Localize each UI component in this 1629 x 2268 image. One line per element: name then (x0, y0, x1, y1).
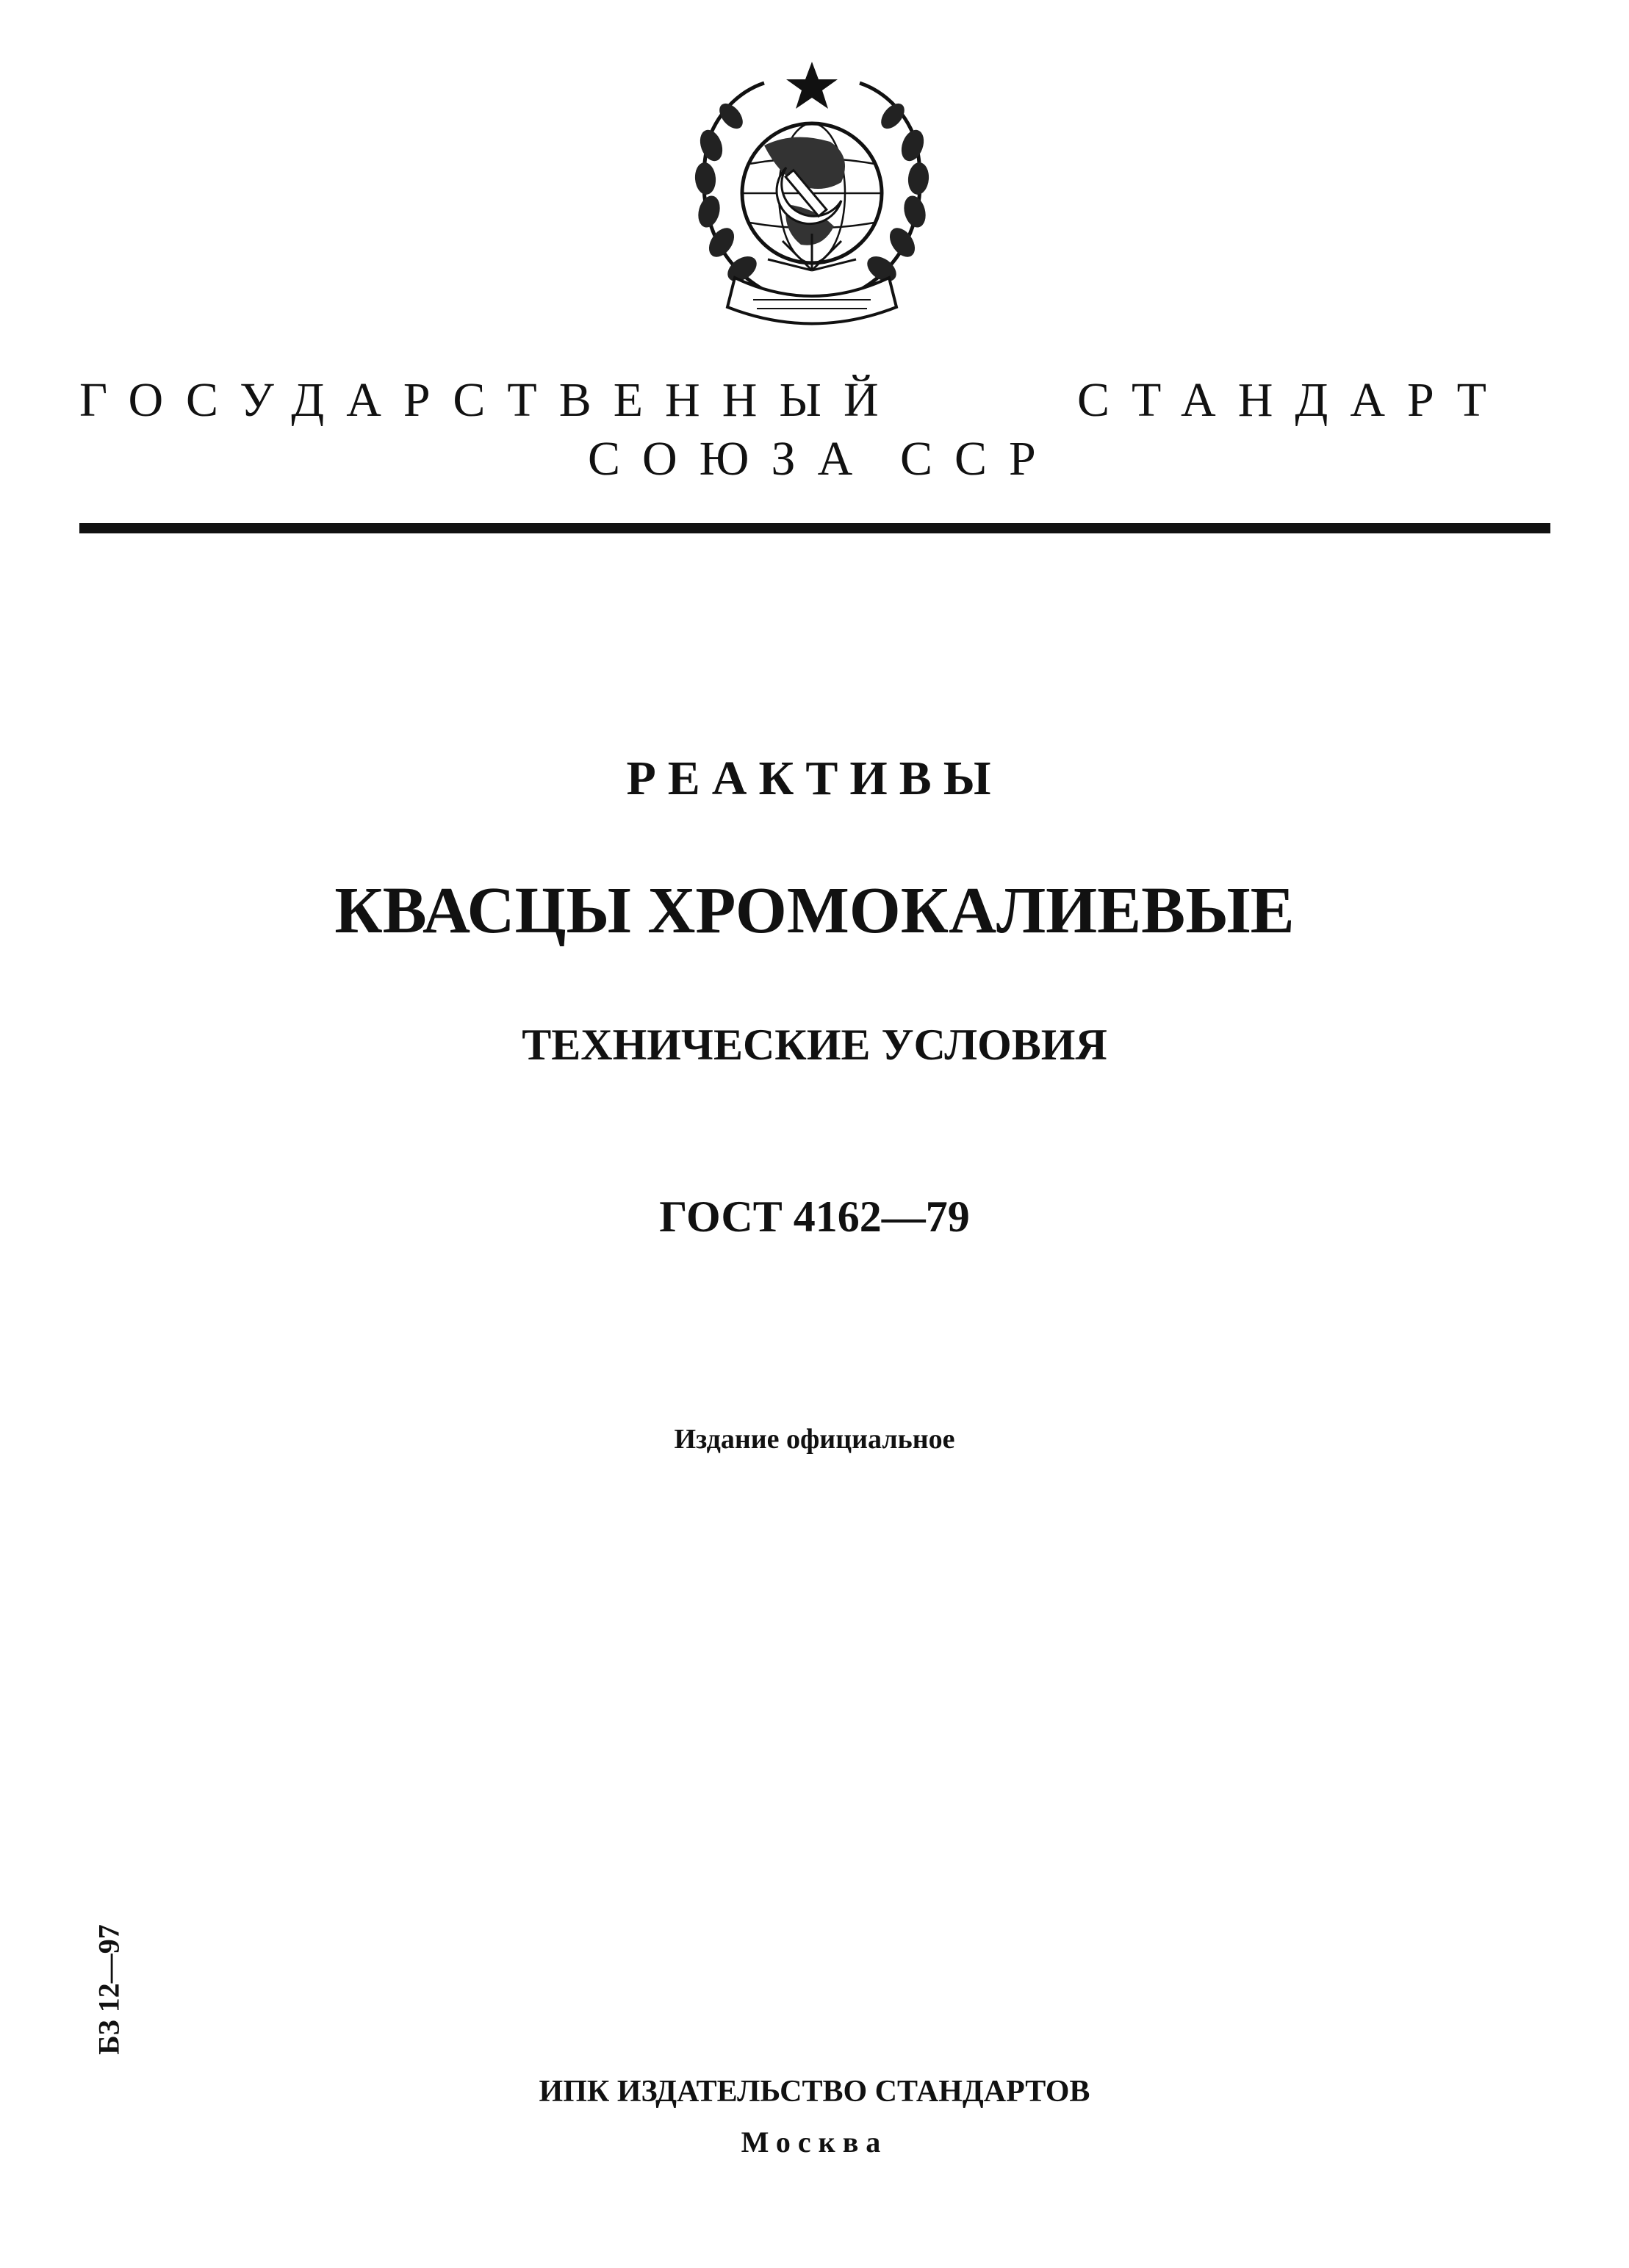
header-word-standart: СТАНДАРТ (1077, 373, 1508, 427)
side-code-label: БЗ 12—97 (92, 1924, 126, 2055)
header-word-gosudarstvenny: ГОСУДАРСТВЕННЫЙ (79, 373, 901, 427)
header-divider (79, 523, 1550, 533)
gost-number: ГОСТ 4162—79 (659, 1192, 970, 1241)
series-title: РЕАКТИВЫ (626, 752, 1003, 805)
publisher-city: Москва (741, 2125, 888, 2159)
publisher-name: ИПК ИЗДАТЕЛЬСТВО СТАНДАРТОВ (539, 2075, 1090, 2109)
edition-note: Издание официальное (674, 1424, 955, 1455)
document-subtitle: ТЕХНИЧЕСКИЕ УСЛОВИЯ (522, 1020, 1107, 1069)
document-title: КВАСЦЫ ХРОМОКАЛИЕВЫЕ (334, 874, 1295, 947)
header-word-soyuza: СОЮЗА (588, 432, 875, 486)
ussr-state-emblem-icon (676, 57, 948, 340)
header-word-ssr: ССР (900, 432, 1058, 486)
